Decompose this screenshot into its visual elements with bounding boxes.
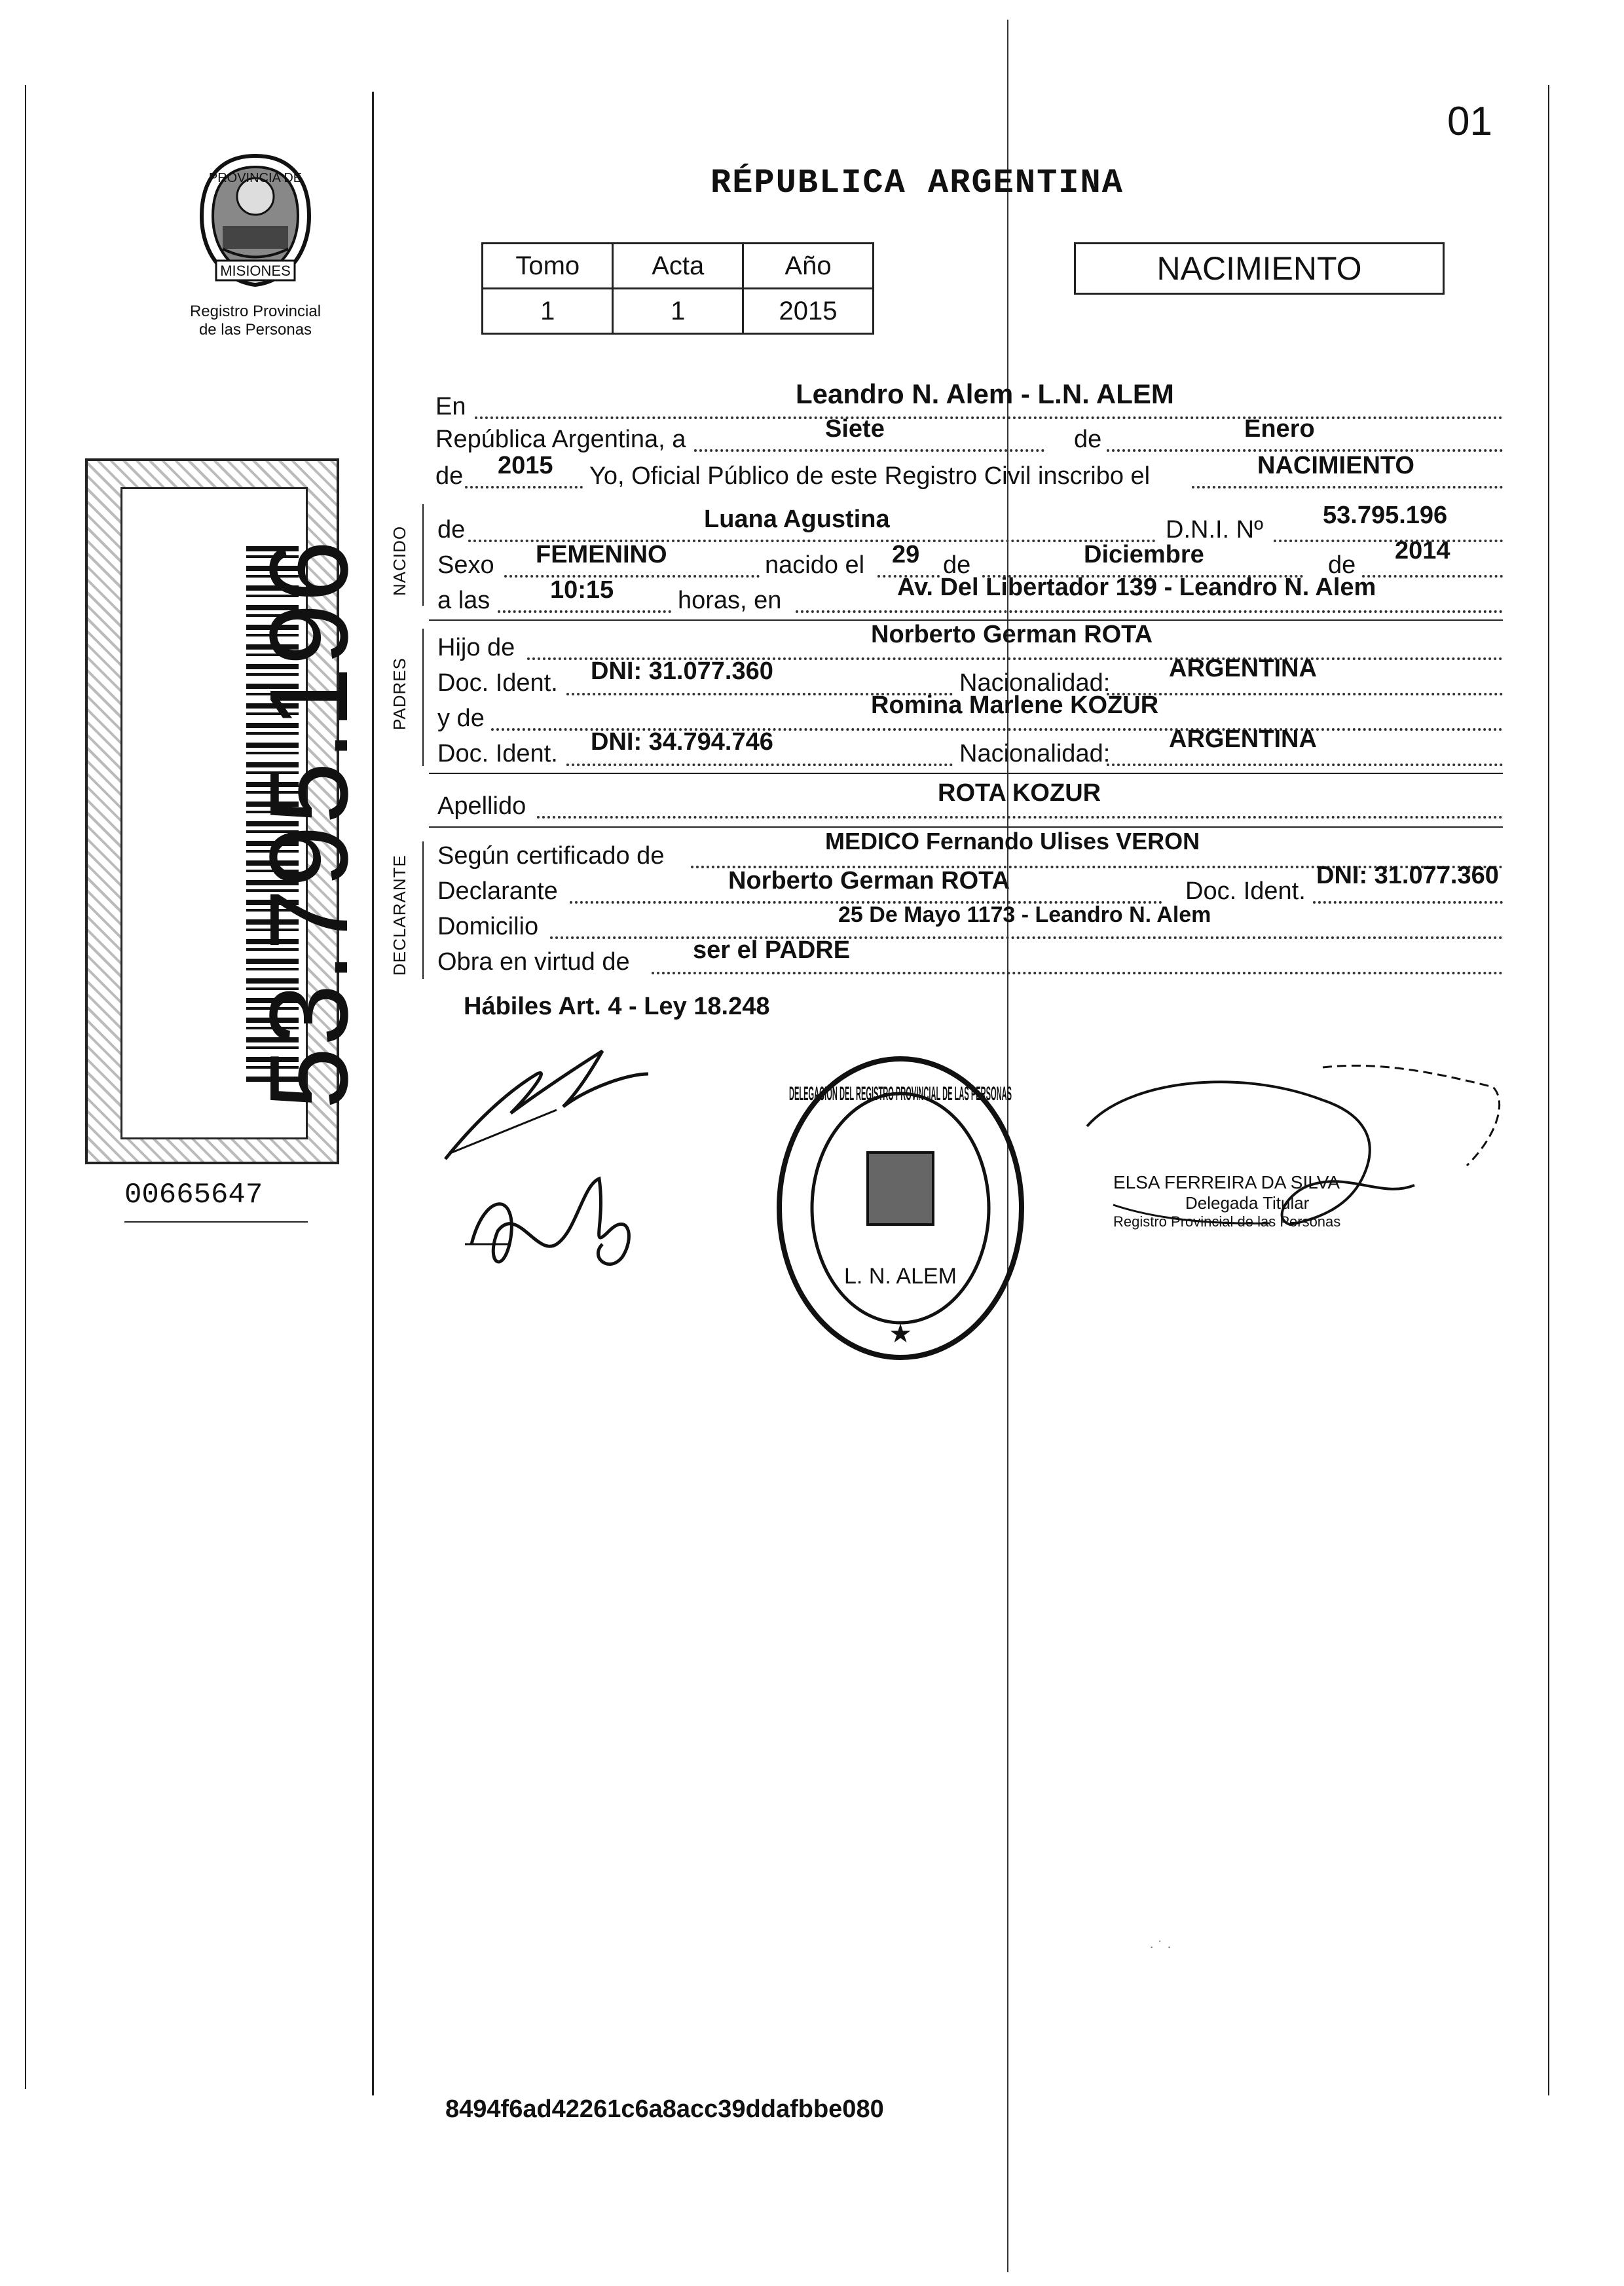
birthyear-dots — [1362, 575, 1503, 578]
hijo-label: Hijo de — [437, 634, 515, 661]
stamp-inner-text: L. N. ALEM — [844, 1264, 957, 1289]
doc-type-box — [1074, 242, 1445, 295]
mother-name: Romina Marlene KOZUR — [871, 691, 1159, 719]
delegate-org: Registro Provincial de las Personas — [1113, 1213, 1341, 1230]
document-title: RÉPUBLICA ARGENTINA — [710, 164, 1124, 202]
registry-name — [170, 303, 341, 339]
section-declarante-label: DECLARANTE — [390, 855, 409, 976]
birth-de-label: de — [943, 551, 971, 579]
official-stamp — [773, 1054, 1028, 1362]
year-value: 2015 — [498, 452, 553, 479]
father-name: Norberto German ROTA — [871, 621, 1153, 648]
province-seal — [196, 151, 314, 288]
record-value-ano: 2015 — [743, 289, 873, 334]
record-table — [481, 242, 874, 335]
doc-type: NACIMIENTO — [1156, 250, 1362, 287]
day-value: Siete — [825, 415, 885, 443]
dom-label: Domicilio — [437, 913, 539, 940]
delegate-name: ELSA FERREIRA DA SILVA — [1113, 1172, 1340, 1192]
en-label: En — [435, 393, 466, 420]
father-doc: DNI: 31.077.360 — [591, 657, 773, 685]
declarant-value: Norberto German ROTA — [728, 867, 1010, 894]
mother-doc-dots — [566, 764, 953, 766]
record-value-tomo: 1 — [483, 289, 613, 334]
delegate-role: Delegada Titular — [1185, 1193, 1310, 1213]
cert-label: Según certificado de — [437, 842, 665, 870]
delegate-stamp — [1113, 1172, 1428, 1230]
en-dots — [475, 416, 1503, 419]
father-nat: ARGENTINA — [1169, 655, 1317, 682]
nacido-de-label: de — [437, 516, 466, 544]
year-dots — [465, 486, 583, 489]
record-table-values — [483, 289, 874, 334]
document-hash: 8494f6ad42261c6a8acc39ddafbbe080 — [445, 2095, 884, 2123]
signature-1 — [432, 1048, 655, 1166]
yde-label: y de — [437, 705, 485, 732]
nacido-bracket — [422, 504, 424, 606]
child-dni: 53.795.196 — [1323, 502, 1448, 529]
apellido-label: Apellido — [437, 792, 526, 820]
record-table-header — [483, 244, 874, 289]
side-security-strip — [85, 458, 371, 1164]
day-dots — [694, 449, 1044, 452]
father-doc-label: Doc. Ident. — [437, 669, 558, 697]
certificate-value: MEDICO Fernando Ulises VERON — [825, 828, 1200, 855]
dni-dots — [1274, 540, 1503, 542]
birth-de-label-2: de — [1328, 551, 1356, 579]
father-nat-dots — [1107, 693, 1503, 695]
sexo-label: Sexo — [437, 551, 494, 579]
birth-place: Av. Del Libertador 139 - Leandro N. Alem — [897, 574, 1376, 601]
alas-label: a las — [437, 587, 490, 614]
mother-nat: ARGENTINA — [1169, 726, 1317, 753]
sexo-dots — [504, 575, 760, 578]
habiles-note: Hábiles Art. 4 - Ley 18.248 — [464, 993, 770, 1020]
mother-doc: DNI: 34.794.746 — [591, 728, 773, 756]
obra-label: Obra en virtud de — [437, 948, 630, 976]
father-nat-label: Nacionalidad: — [959, 669, 1111, 697]
section-nacido-label: NACIDO — [390, 525, 409, 596]
left-margin-line — [25, 85, 26, 2089]
event-dots — [1192, 486, 1503, 489]
record-value-acta: 1 — [613, 289, 743, 334]
apellido-value: ROTA KOZUR — [938, 779, 1101, 807]
decl-label: Declarante — [437, 877, 558, 905]
record-header-tomo: Tomo — [483, 244, 613, 289]
mother-doc-label: Doc. Ident. — [437, 740, 558, 767]
year-de-label: de — [435, 462, 464, 490]
child-name: Luana Agustina — [704, 506, 890, 533]
strip-number: 53.795.196 — [247, 539, 371, 1109]
place-value: Leandro N. Alem - L.N. ALEM — [796, 378, 1174, 409]
serial-underline — [124, 1221, 308, 1223]
month-de-label: de — [1074, 426, 1102, 453]
seal-bottom-text: MISIONES — [220, 263, 291, 279]
decl-doc-dots — [1313, 901, 1503, 904]
mother-nat-label: Nacionalidad: — [959, 740, 1111, 767]
oficial-text: Yo, Oficial Público de este Registro Civil inscribo el — [589, 462, 1151, 490]
stamp-ring-text: DELEGACION DEL REGISTRO PROVINCIAL DE LAS PERSONAS — [789, 1083, 1012, 1105]
declarant-doc: DNI: 31.077.360 — [1316, 862, 1499, 889]
padres-separator — [429, 773, 1503, 774]
event-value: NACIMIENTO — [1257, 452, 1414, 479]
declarante-bracket — [422, 841, 424, 979]
stamp-star-icon: ★ — [889, 1319, 912, 1349]
dni-label: D.N.I. Nº — [1166, 516, 1263, 544]
page-number: 01 — [1447, 99, 1492, 144]
decl-doc-label: Doc. Ident. — [1185, 877, 1306, 905]
month-value: Enero — [1244, 415, 1315, 443]
content-right-border — [1548, 85, 1549, 2095]
horas-label: horas, en — [678, 587, 782, 614]
sexo-value: FEMENINO — [536, 541, 667, 568]
signature-2 — [458, 1166, 668, 1283]
birth-month: Diciembre — [1084, 541, 1204, 568]
registry-line-2: de las Personas — [198, 321, 312, 339]
republica-label: República Argentina, a — [435, 426, 686, 453]
padres-bracket — [422, 629, 424, 766]
birthplace-dots — [796, 610, 1503, 613]
record-header-acta: Acta — [613, 244, 743, 289]
birth-day: 29 — [892, 541, 920, 568]
time-dots — [498, 610, 671, 613]
obra-dots — [652, 972, 1503, 974]
record-header-ano: Año — [743, 244, 873, 289]
registry-line-1: Registro Provincial — [189, 303, 322, 320]
apellido-dots — [537, 816, 1503, 819]
seal-top-text: PROVINCIA DE — [208, 171, 303, 185]
birth-year: 2014 — [1395, 537, 1450, 564]
section-padres-label: PADRES — [390, 657, 409, 730]
strip-serial: 00665647 — [124, 1179, 263, 1211]
faint-mark: · ˙ · — [1149, 1938, 1172, 1955]
address-value: 25 De Mayo 1173 - Leandro N. Alem — [838, 902, 1211, 927]
delegate-signature — [1074, 1054, 1506, 1264]
birth-time: 10:15 — [550, 576, 614, 604]
obra-value: ser el PADRE — [693, 936, 851, 964]
mother-nat-dots — [1107, 764, 1503, 766]
nacido-el-label: nacido el — [765, 551, 865, 579]
